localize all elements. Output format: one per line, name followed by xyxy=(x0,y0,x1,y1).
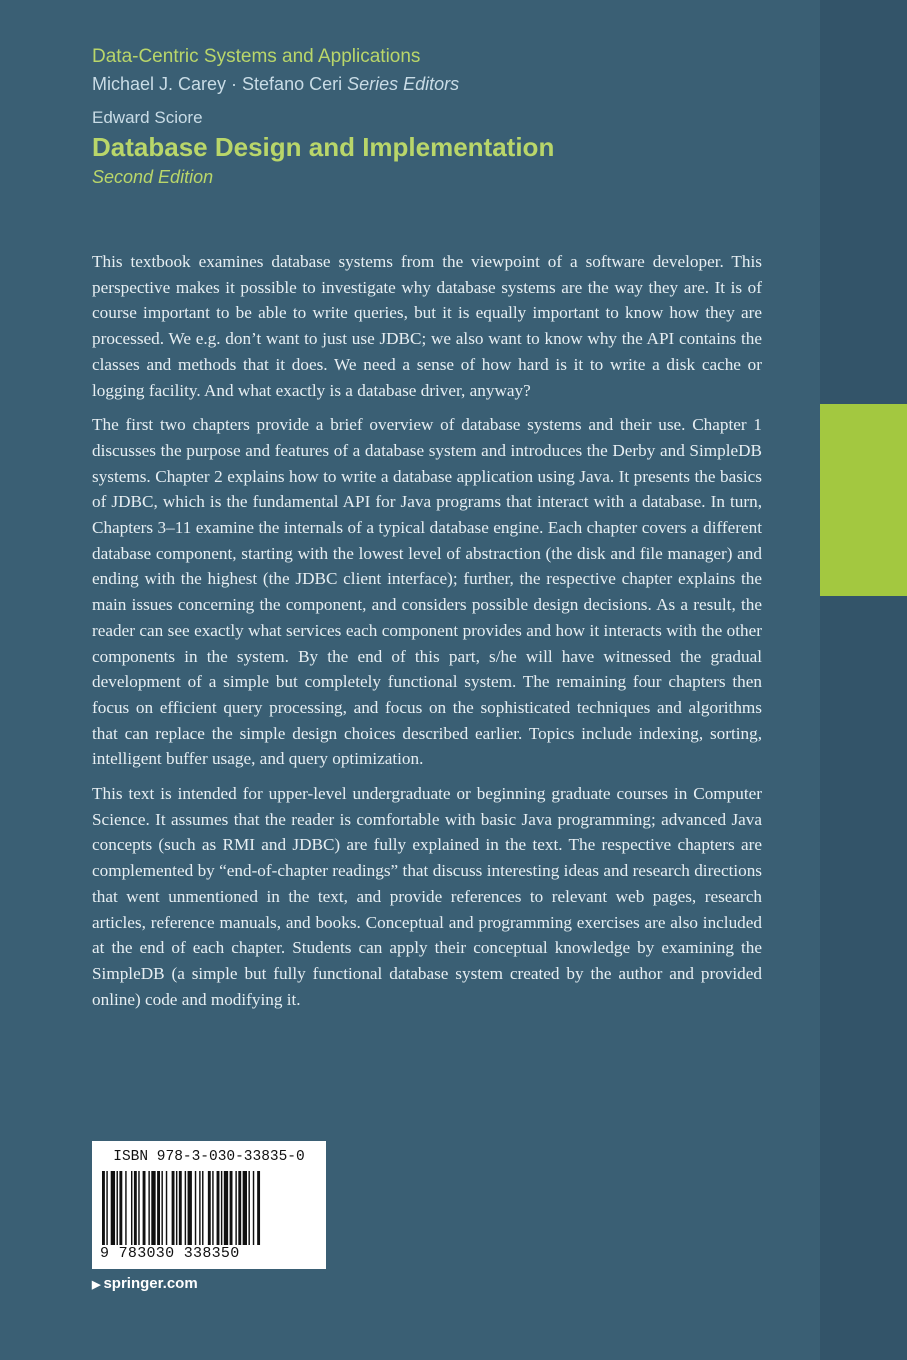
arrow-right-icon: ▶ xyxy=(92,1279,101,1291)
cover-header xyxy=(92,44,792,190)
description-paragraph-3: This text is intended for upper-level undergraduate or beginning graduate courses in Computer Science. It assumes that the reader is comfortable with basic Java programming; advanced Java concepts (such as RMI and JDBC) are fully explained in the text. The respective chapters are complemented by “end-of-chapter readings” that discuss interesting ideas and research directions that went unmentioned in the text, and provide references to relevant web pages, research articles, reference manuals, and books. Conceptual and programming exercises are also included at the end of each chapter. Students can apply their conceptual knowledge by examining the SimpleDB (a simple but fully functional database system created by the author and provided online) code and modifying it. xyxy=(92,784,762,1009)
isbn-barcode xyxy=(92,1141,326,1269)
barcode-bars xyxy=(102,1171,316,1245)
right-edge-band xyxy=(820,0,907,1360)
series-title: Data-Centric Systems and Applications xyxy=(92,46,421,67)
book-author: Edward Sciore xyxy=(92,108,203,127)
description-paragraph-1: This textbook examines database systems from the viewpoint of a software developer. This perspective makes it possible to investigate why database systems are the way they are. It is of course important to be able to write queries, but it is equally important to know how they are processed. We e.g. don’t want to just use JDBC; we also want to know why the API contains the classes and methods that it does. We need a sense of how hard is it to write a disk cache or logging facility. And what exactly is a database driver, anyway? xyxy=(92,252,762,400)
publisher-website[interactable] xyxy=(92,1275,198,1292)
series-editor-names: Michael J. Carey · Stefano Ceri xyxy=(92,74,343,94)
description-paragraph-2: The first two chapters provide a brief overview of database systems and their use. Chapter 1 discusses the purpose and features of a database system and introduces the Derby and SimpleDB systems. Chapter 2 explains how to write a database application using Java. It presents the basics of JDBC, which is the fundamental API for Java programs that interact with a database. In turn, Chapters 3–11 examine the internals of a typical database engine. Each chapter covers a different database component, starting with the lowest level of abstraction (the disk and file manager) and ending with the highest (the JDBC client interface); further, the respective chapter explains the main issues concerning the component, and considers possible design decisions. As a result, the reader can see exactly what services each component provides and how it interacts with the other components in the system. By the end of this part, s/he will have witnessed the gradual development of a simple but completely functional system. The remaining four chapters then focus on efficient query processing, and focus on the sophisticated techniques and algorithms that can replace the simple design choices described earlier. Topics include indexing, sorting, intelligent buffer usage, and query optimization. xyxy=(92,415,762,769)
green-accent-tab xyxy=(820,404,907,596)
isbn-label: ISBN 978-3-030-33835-0 xyxy=(113,1149,305,1165)
book-description xyxy=(92,249,762,1021)
book-title: Database Design and Implementation xyxy=(92,132,555,162)
series-editors-role: Series Editors xyxy=(347,74,460,94)
book-edition: Second Edition xyxy=(92,167,214,187)
barcode-digits: 9 783030 338350 xyxy=(100,1245,240,1262)
series-editors xyxy=(92,70,792,98)
publisher-website-text: springer.com xyxy=(103,1275,198,1292)
